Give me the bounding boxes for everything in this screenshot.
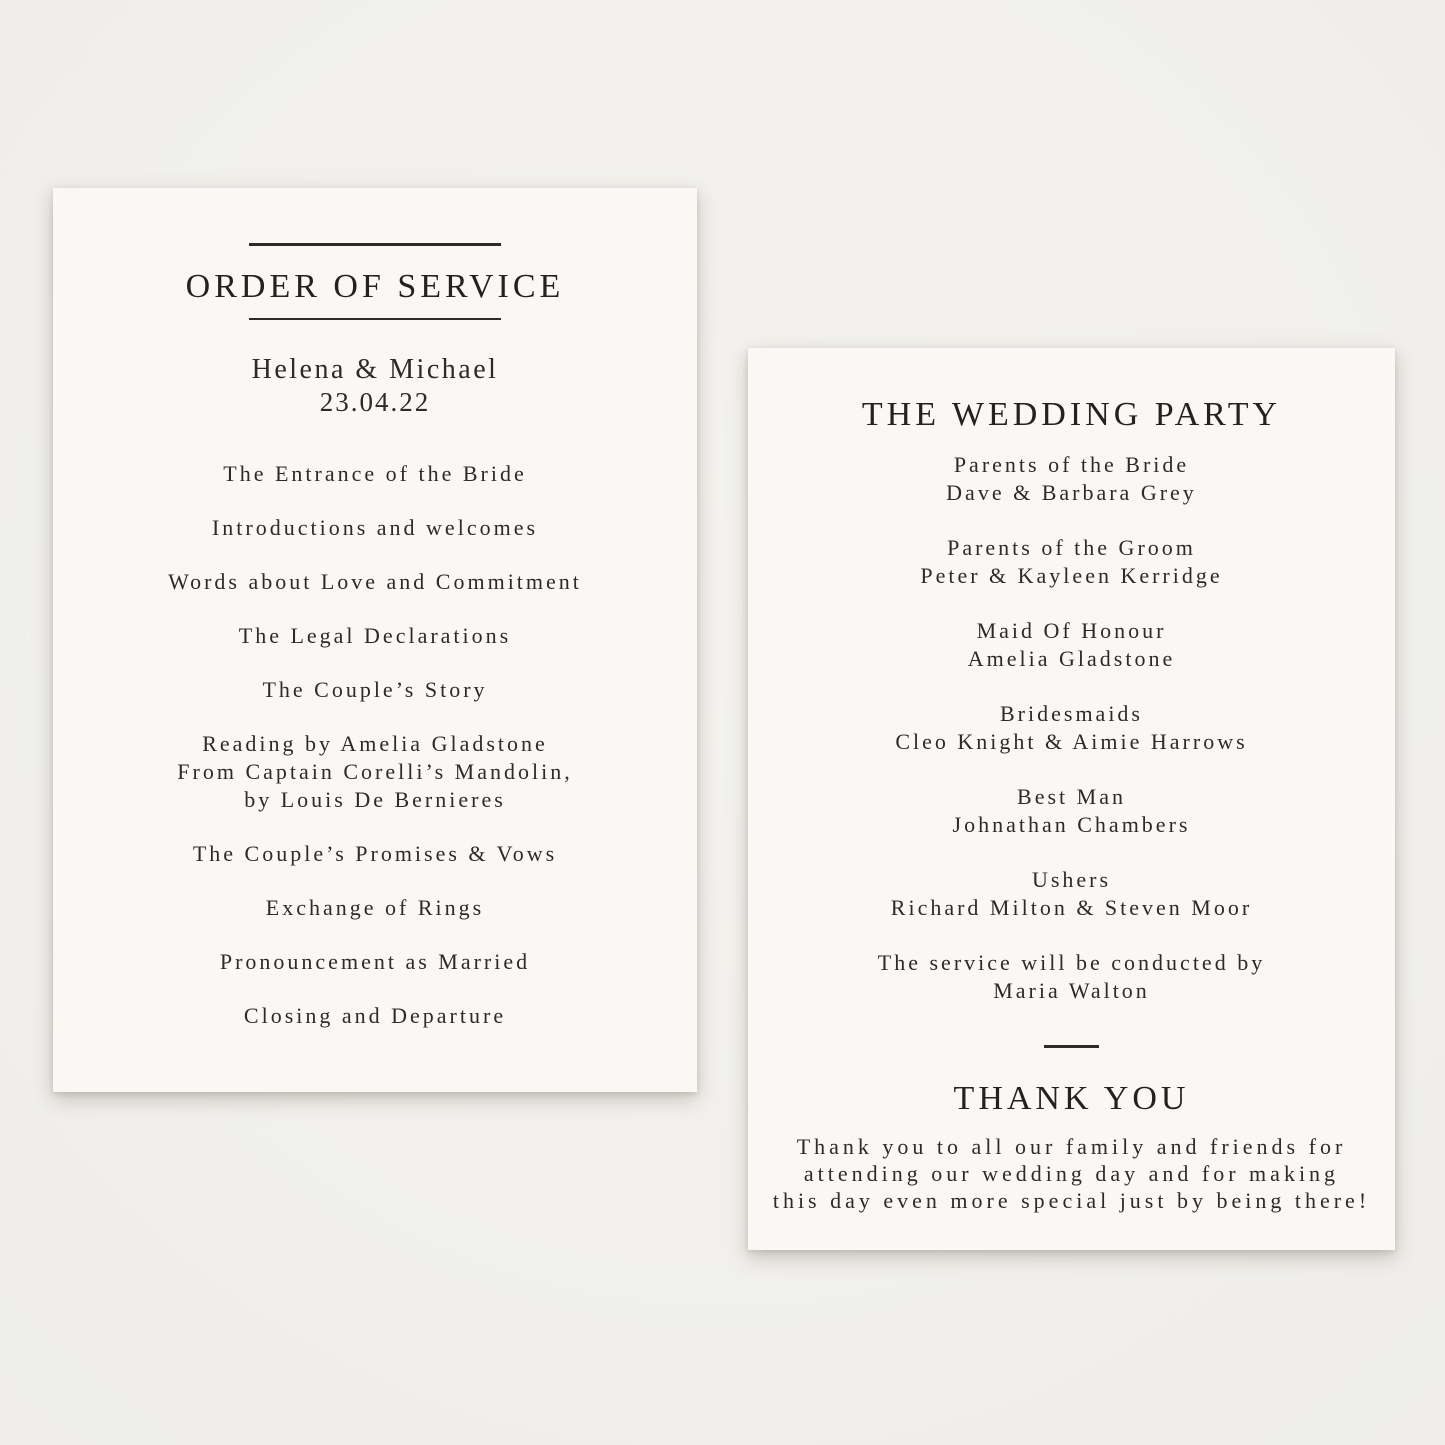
party-names: Dave & Barbara Grey: [946, 480, 1197, 505]
reading-line: by Louis De Bernieres: [244, 787, 506, 812]
title-divider-bottom: [249, 318, 501, 321]
service-items-list: [53, 460, 697, 1030]
service-item: Introductions and welcomes: [211, 515, 539, 540]
thank-you-line: this day even more special just by being there!: [772, 1187, 1371, 1213]
party-role: Ushers: [1031, 867, 1112, 892]
party-group: [748, 534, 1395, 590]
service-item: Exchange of Rings: [265, 895, 485, 920]
service-item: The Entrance of the Bride: [223, 461, 527, 486]
party-names: Richard Milton & Steven Moor: [890, 895, 1253, 920]
party-names: Johnathan Chambers: [952, 812, 1191, 837]
party-role: Parents of the Bride: [953, 452, 1190, 477]
reading-line: Reading by Amelia Gladstone: [202, 731, 548, 756]
party-role: Bridesmaids: [1000, 701, 1143, 726]
service-item: The Couple’s Promises & Vows: [192, 841, 558, 866]
service-item: The Legal Declarations: [238, 623, 512, 648]
service-item: The Couple’s Story: [262, 677, 488, 702]
party-group: [748, 949, 1395, 1005]
party-names: Maria Walton: [993, 978, 1150, 1003]
party-role: The service will be conducted by: [877, 950, 1266, 975]
party-names: Peter & Kayleen Kerridge: [920, 563, 1223, 588]
title-divider-top: [249, 243, 501, 246]
thank-you-divider: [1044, 1045, 1099, 1048]
service-item: Pronouncement as Married: [219, 949, 531, 974]
reading-line: From Captain Corelli’s Mandolin,: [177, 759, 573, 784]
party-role: Best Man: [1017, 784, 1126, 809]
party-names: Amelia Gladstone: [967, 646, 1176, 671]
party-role: Maid Of Honour: [976, 618, 1167, 643]
order-of-service-title: ORDER OF SERVICE: [185, 267, 565, 305]
wedding-party-card: [748, 348, 1395, 1250]
service-item-reading: [53, 730, 697, 814]
thank-you-message: [748, 1133, 1395, 1214]
party-names: Cleo Knight & Aimie Harrows: [895, 729, 1248, 754]
wedding-party-title: THE WEDDING PARTY: [861, 396, 1282, 433]
order-of-service-card: [53, 188, 697, 1092]
service-item: Words about Love and Commitment: [168, 569, 582, 594]
thank-you-heading: THANK YOU: [953, 1079, 1190, 1117]
service-item: Closing and Departure: [243, 1003, 507, 1028]
party-role: Parents of the Groom: [947, 535, 1196, 560]
party-group: [748, 783, 1395, 839]
wedding-date: 23.04.22: [319, 387, 431, 417]
party-group: [748, 617, 1395, 673]
party-group: [748, 700, 1395, 756]
party-group: [748, 451, 1395, 507]
party-group: [748, 866, 1395, 922]
thank-you-line: attending our wedding day and for making: [803, 1160, 1340, 1186]
couple-names: Helena & Michael: [251, 354, 499, 385]
wedding-party-groups: [748, 451, 1395, 1005]
thank-you-line: Thank you to all our family and friends for: [796, 1133, 1347, 1159]
